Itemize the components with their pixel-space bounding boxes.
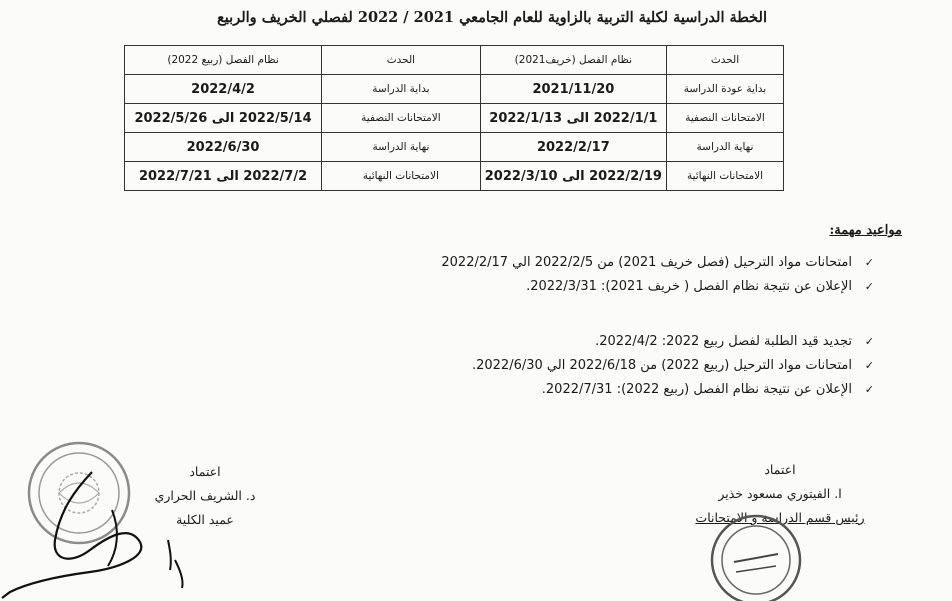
list-item <box>274 275 874 299</box>
dean-role: عميد الكلية <box>176 512 234 527</box>
list-item <box>274 354 874 378</box>
table-row <box>125 75 784 104</box>
important-dates-title: مواعيد مهمة: <box>829 223 902 238</box>
note-text: الإعلان عن نتيجة نظام الفصل ( خريف 2021): 2022/3/31. <box>526 279 852 294</box>
registrar-role: رئيس قسم الدراسة و الامتحانات <box>695 510 865 525</box>
table-cell: 2022/4/2 <box>125 75 322 104</box>
header-event-2: الحدث <box>322 46 481 75</box>
important-dates-list-spring <box>274 330 874 402</box>
study-plan-table <box>124 45 784 191</box>
list-item <box>274 378 874 402</box>
table-row <box>125 104 784 133</box>
table-cell: بداية الدراسة <box>322 75 481 104</box>
check-icon: ✓ <box>864 280 874 293</box>
approval-label: اعتماد <box>764 462 796 477</box>
table-cell: الامتحانات النصفية <box>322 104 481 133</box>
check-icon: ✓ <box>864 383 874 396</box>
table-cell: 2022/5/14 الى 2022/5/26 <box>125 104 322 133</box>
note-text: امتحانات مواد الترحيل (ربيع 2022) من 2022/6/18 الي 2022/6/30. <box>471 358 852 373</box>
table-header-row <box>125 46 784 75</box>
table-row <box>125 162 784 191</box>
list-item <box>274 330 874 354</box>
table-cell: 2022/2/17 <box>480 133 666 162</box>
registrar-name: ا. الفيتوري مسعود خذير <box>718 486 842 501</box>
table-cell: الامتحانات النصفية <box>666 104 783 133</box>
check-icon: ✓ <box>864 359 874 372</box>
table-cell: 2022/7/2 الى 2022/7/21 <box>125 162 322 191</box>
dean-name: د. الشريف الحراري <box>154 488 256 503</box>
important-dates-list-fall <box>274 251 874 299</box>
table-cell: بداية عودة الدراسة <box>666 75 783 104</box>
table-cell: 2022/2/19 الى 2022/3/10 <box>480 162 666 191</box>
note-text: امتحانات مواد الترحيل (فصل خريف 2021) من 2022/2/5 الي 2022/2/17 <box>441 255 852 270</box>
approval-label: اعتماد <box>189 464 221 479</box>
table-cell: الامتحانات النهائية <box>322 162 481 191</box>
note-text: تجديد قيد الطلبة لفصل ربيع 2022: 2022/4/2. <box>595 334 852 349</box>
check-icon: ✓ <box>864 335 874 348</box>
table-row <box>125 133 784 162</box>
header-spring: نظام الفصل (ربيع 2022) <box>125 46 322 75</box>
document-title: الخطة الدراسية لكلية التربية بالزاوية للعام الجامعي 2021 / 2022 لفصلي الخريف والربيع <box>217 9 767 26</box>
table-cell: 2022/6/30 <box>125 133 322 162</box>
table-cell: الامتحانات النهائية <box>666 162 783 191</box>
header-event: الحدث <box>666 46 783 75</box>
table-cell: نهاية الدراسة <box>322 133 481 162</box>
table-cell: 2022/1/1 الى 2022/1/13 <box>480 104 666 133</box>
note-text: الإعلان عن نتيجة نظام الفصل (ربيع 2022): 2022/7/31. <box>541 382 852 397</box>
header-fall: نظام الفصل (خريف2021) <box>480 46 666 75</box>
dean-signature-block <box>150 460 260 532</box>
check-icon: ✓ <box>864 256 874 269</box>
list-item <box>274 251 874 275</box>
table-cell: نهاية الدراسة <box>666 133 783 162</box>
table-cell: 2021/11/20 <box>480 75 666 104</box>
department-seal-stamp <box>706 510 806 601</box>
